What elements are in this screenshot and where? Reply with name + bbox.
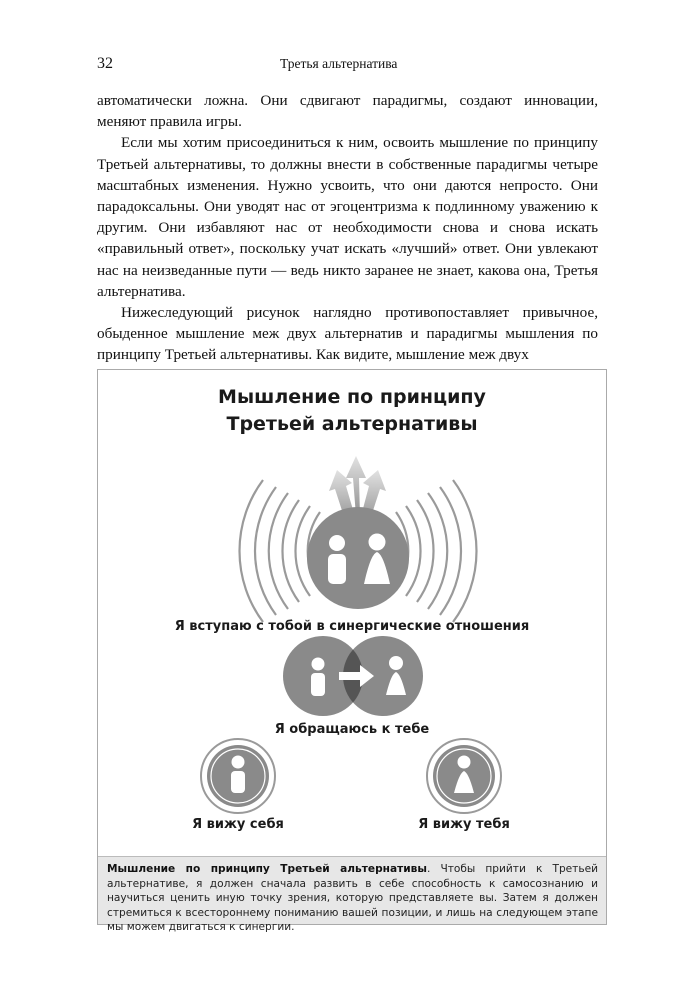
paragraph-3: Нижеследующий рисунок наглядно противопоставляет привычное, обыденное мышление меж двух альтернатив и парадигмы мышления по принципу Третьей альтернативы. Как видите, мышление меж двух xyxy=(97,304,598,364)
paragraph-1: автоматически ложна. Они сдвигают парадигмы, создают инновации, меняют правила игры. xyxy=(97,92,598,131)
figure xyxy=(97,369,607,934)
label-synergy: Я вступаю с тобой в синергические отношения xyxy=(174,619,530,634)
figure-caption xyxy=(98,856,606,934)
paragraph-2: Если мы хотим присоединиться к ним, освоить мышление по принципу Третьей альтернативы, то должны внести в собственные парадигмы четыре масштабных изменения. Нужно усвоить, что они даются непросто. Они парадоксальны. Они уводят нас от эгоцентризма к подлинному уважению к другим. Они избавляют нас от необходимости снова и снова искать «правильный ответ», поскольку учат искать «лучший» ответ. Они увлекают нас на неизведанные пути — ведь никто заранее не знает, какова она, Третья альтернатива. xyxy=(97,134,598,300)
figure-title-line-1: Мышление по принципу xyxy=(218,386,486,408)
overlapping-circles-icon xyxy=(283,636,423,716)
figure-illustration xyxy=(98,370,608,860)
label-see-myself: Я вижу себя xyxy=(192,817,284,832)
synergy-circle-icon xyxy=(307,507,409,609)
label-turn-to-you: Я обращаюсь к тебе xyxy=(274,722,430,737)
see-myself-circle-icon xyxy=(201,739,275,813)
caption-title: Мышление по принципу Третьей альтернативы xyxy=(107,863,427,875)
see-you-circle-icon xyxy=(427,739,501,813)
label-see-you: Я вижу тебя xyxy=(418,817,510,832)
running-title: Третья альтернатива xyxy=(280,56,398,71)
page-number: 32 xyxy=(97,55,113,72)
caption-text: . Чтобы прийти к Третьей альтернативе, я должен сначала развить в себе способность к самосознанию и научиться ценить иную точку зрения, которую представляете вы. Затем я должен стремиться к всестороннему пониманию вашей позиции, и лишь на следующем этапе мы можем двигаться к синергии. xyxy=(107,863,599,934)
figure-title-line-2: Третьей альтернативы xyxy=(226,413,478,435)
body-text xyxy=(97,90,598,366)
person-i-icon xyxy=(328,535,346,584)
